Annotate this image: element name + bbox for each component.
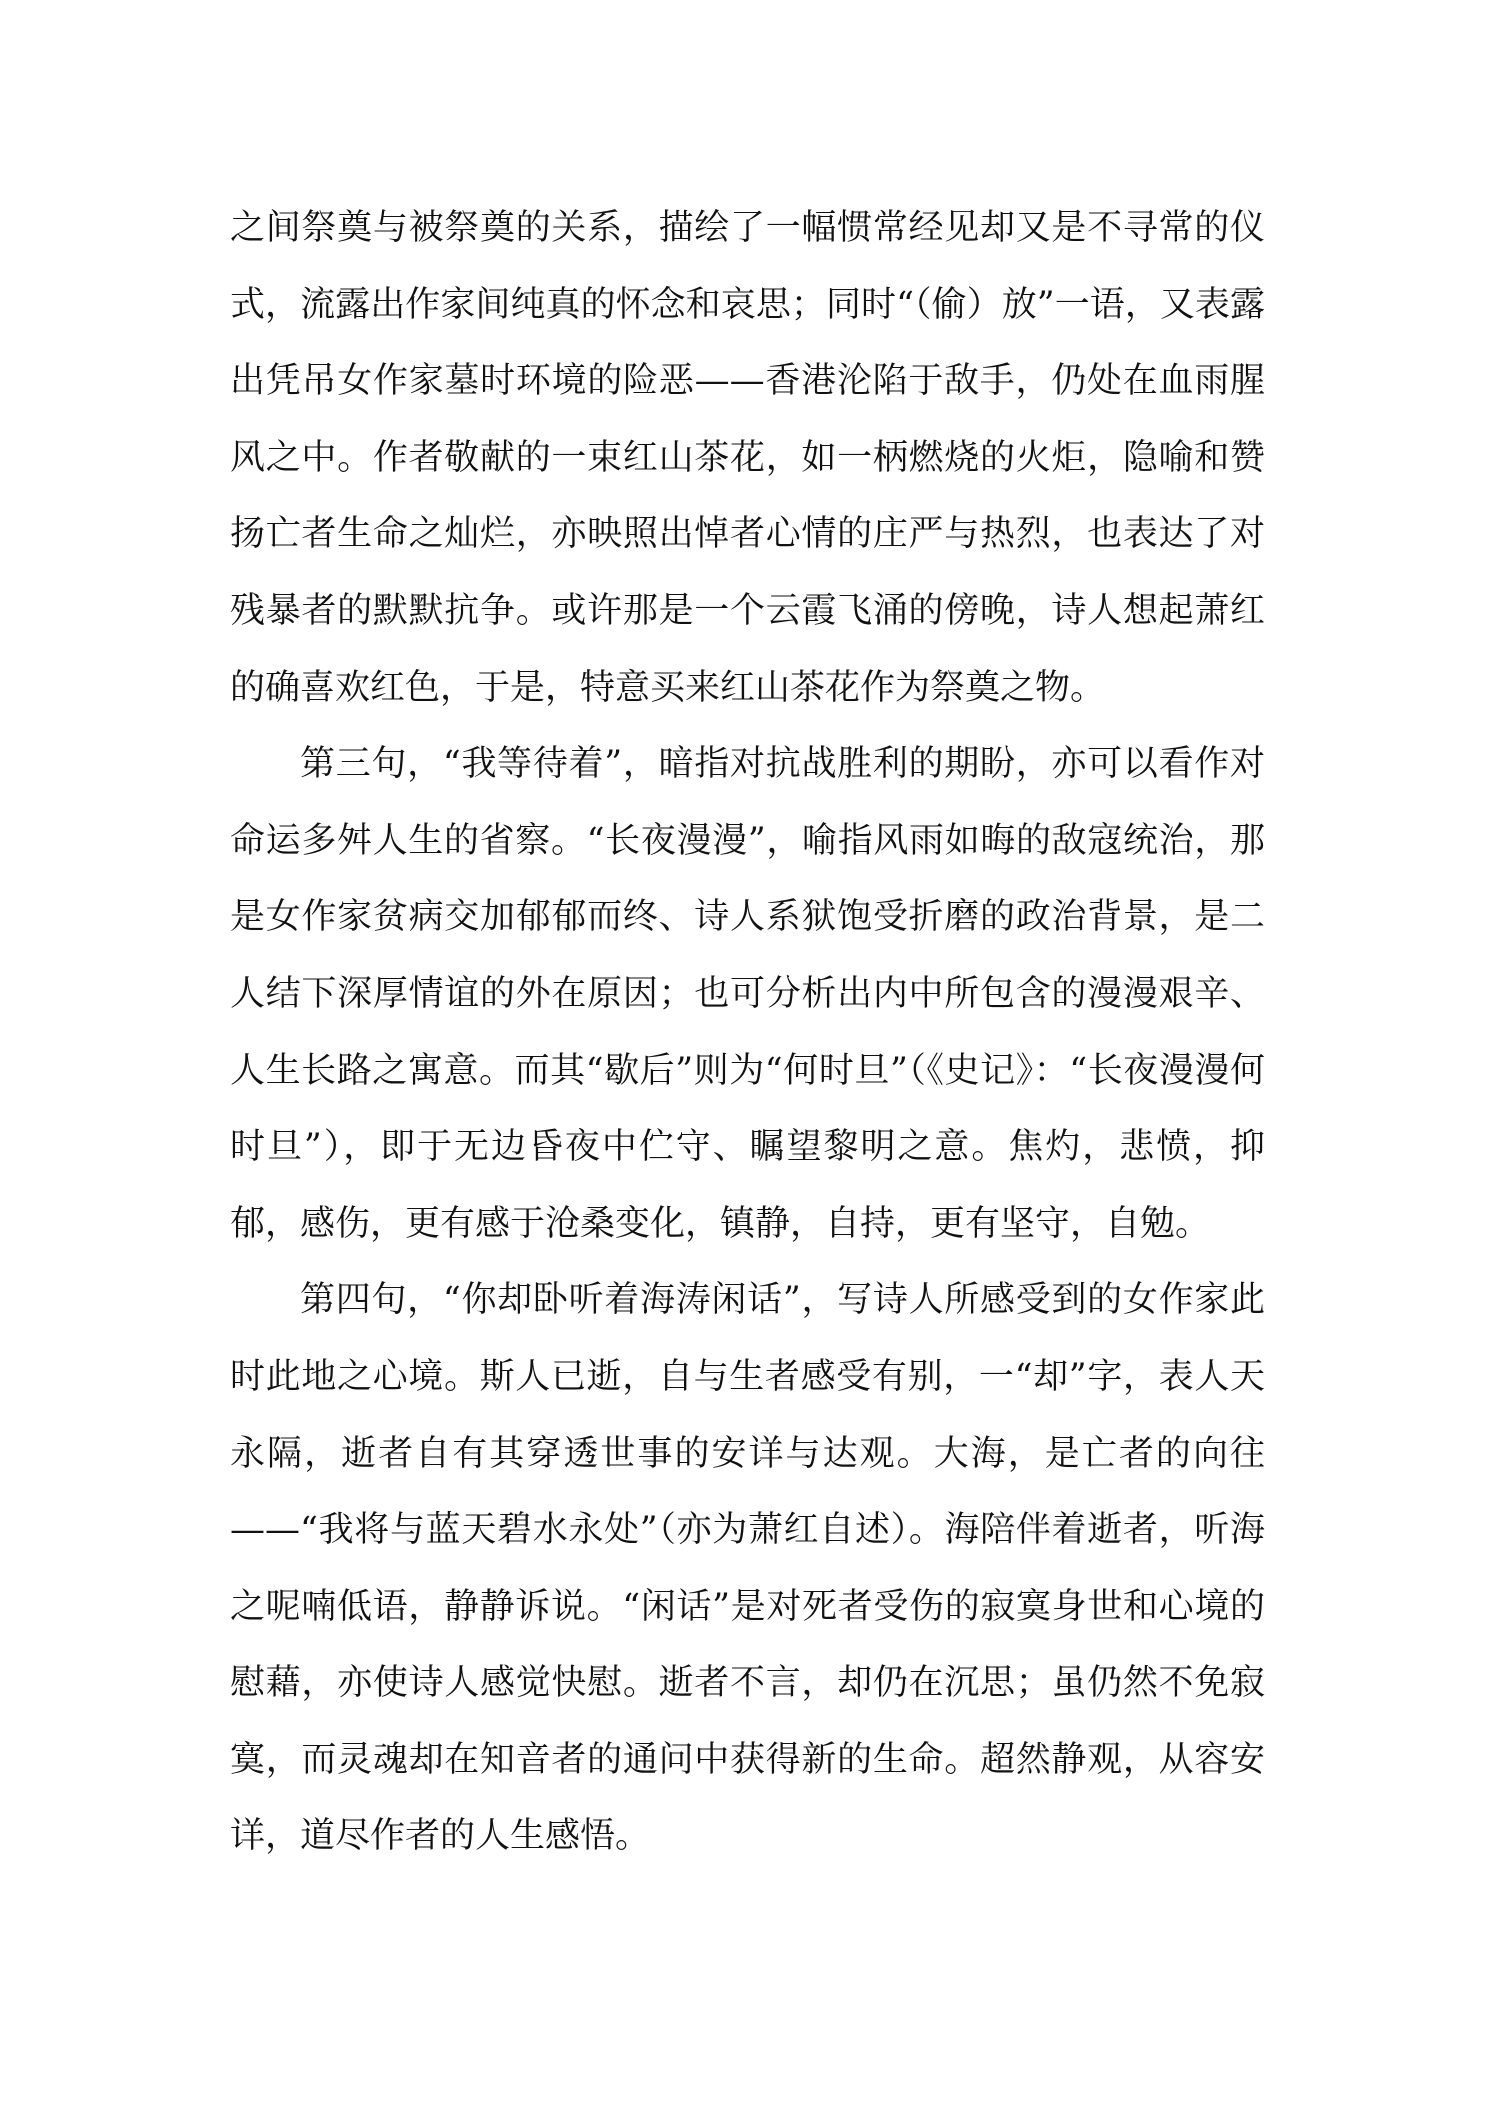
paragraph-1: 之间祭奠与被祭奠的关系，描绘了一幅惯常经见却又是不寻常的仪式，流露出作家间纯真的怀念和哀思；同时“（偷）放”一语，又表露出凭吊女作家墓时环境的险恶——香港沦陷于敌手，仍处在血雨腥风之中。作者敬献的一束红山茶花，如一柄燃烧的火炬，隐喻和赞扬亡者生命之灿烂，亦映照出悼者心情的庄严与热烈，也表达了对残暴者的默默抗争。或许那是一个云霞飞涌的傍晚，诗人想起萧红的确喜欢红色，于是，特意买来红山茶花作为祭奠之物。 (230, 208, 1265, 708)
paragraph-3: 第四句，“你却卧听着海涛闲话”，写诗人所感受到的女作家此时此地之心境。斯人已逝，自与生者感受有别，一“却”字，表人天永隔，逝者自有其穿透世事的安详与达观。大海，是亡者的向往——“我将与蓝天碧水永处”（亦为萧红自述）。海陪伴着逝者，听海之呢喃低语，静静诉说。“闲话”是对死者受伤的寂寞身世和心境的慰藉，亦使诗人感觉快慰。逝者不言，却仍在沉思；虽仍然不免寂寞，而灵魂却在知音者的通问中获得新的生命。超然静观，从容安详，道尽作者的人生感悟。 (230, 1280, 1265, 1857)
body-text (230, 190, 1265, 1875)
paragraph-2: 第三句，“我等待着”，暗指对抗战胜利的期盼，亦可以看作对命运多舛人生的省察。“长夜漫漫”，喻指风雨如晦的敌寇统治，那是女作家贫病交加郁郁而终、诗人系狱饱受折磨的政治背景，是二人结下深厚情谊的外在原因；也可分析出内中所包含的漫漫艰辛、人生长路之寓意。而其“歇后”则为“何时旦”（《史记》：“长夜漫漫何时旦”），即于无边昏夜中伫守、瞩望黎明之意。焦灼，悲愤，抑郁，感伤，更有感于沧桑变化，镇静，自持，更有坚守，自勉。 (230, 744, 1265, 1244)
